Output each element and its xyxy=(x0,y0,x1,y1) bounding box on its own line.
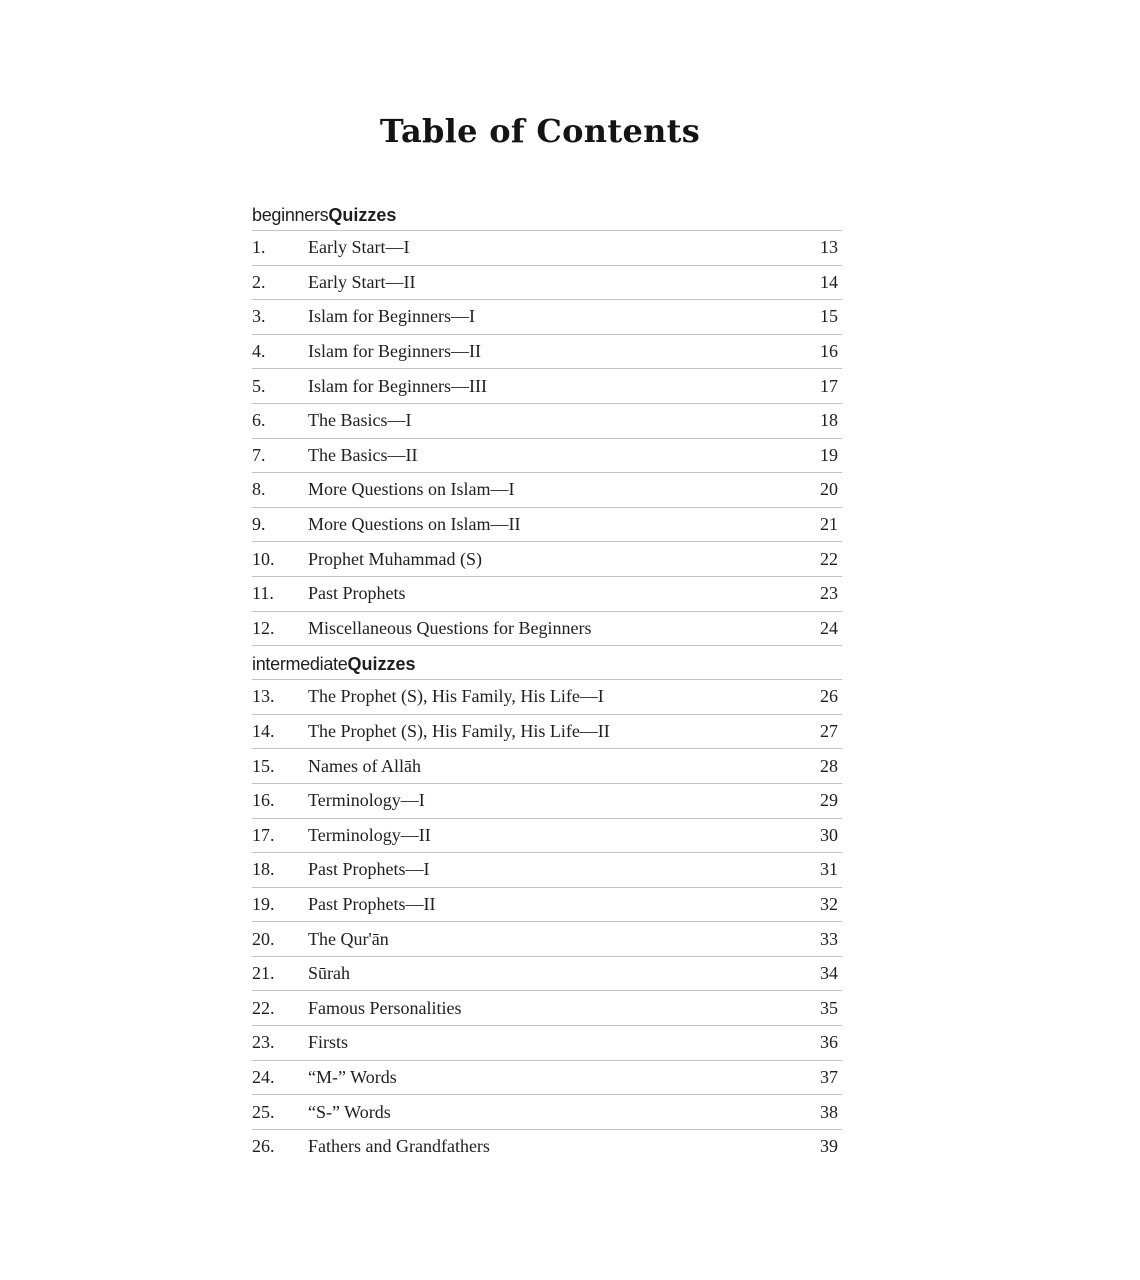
toc-entry-title: More Questions on Islam—I xyxy=(308,479,515,500)
toc-entry-number: 8. xyxy=(252,479,266,500)
toc-entry[interactable] xyxy=(252,508,842,543)
toc-entry-title: Islam for Beginners—III xyxy=(308,375,487,396)
toc-entry-title: Fathers and Grandfathers xyxy=(308,1136,490,1157)
toc-entry-title: The Basics—I xyxy=(308,410,412,431)
toc-entry-page: 20 xyxy=(820,479,838,500)
toc-entry-title: Famous Personalities xyxy=(308,997,462,1018)
toc-entry-number: 18. xyxy=(252,859,275,880)
toc-entry-page: 28 xyxy=(820,755,838,776)
toc-entry-title: The Prophet (S), His Family, His Life—II xyxy=(308,721,610,742)
toc-entry-number: 26. xyxy=(252,1136,275,1157)
toc-entry[interactable] xyxy=(252,715,842,750)
toc-entry[interactable] xyxy=(252,266,842,301)
toc-entry-number: 5. xyxy=(252,375,266,396)
toc-entry-page: 21 xyxy=(820,514,838,535)
toc-entry-page: 16 xyxy=(820,341,838,362)
toc-entry-page: 26 xyxy=(820,686,838,707)
toc-entry-page: 37 xyxy=(820,1066,838,1087)
toc-entry-number: 2. xyxy=(252,271,266,292)
toc-entry-page: 13 xyxy=(820,237,838,258)
toc-entry[interactable] xyxy=(252,542,842,577)
toc-entry-number: 7. xyxy=(252,444,266,465)
section-heading xyxy=(252,200,842,231)
toc-entry-page: 38 xyxy=(820,1101,838,1122)
toc-entry-page: 27 xyxy=(820,721,838,742)
toc-entry-title: Islam for Beginners—I xyxy=(308,306,475,327)
section-heading-label: Quizzes xyxy=(347,654,416,675)
toc-entry[interactable] xyxy=(252,957,842,992)
toc-entry-title: Early Start—I xyxy=(308,237,410,258)
toc-entry[interactable] xyxy=(252,749,842,784)
toc-entry-title: Names of Allāh xyxy=(308,755,421,776)
toc-entry-number: 25. xyxy=(252,1101,275,1122)
toc-entry-title: Sūrah xyxy=(308,963,350,984)
toc-entry[interactable] xyxy=(252,1026,842,1061)
toc-entry-title: Firsts xyxy=(308,1032,349,1053)
toc-entry[interactable] xyxy=(252,1061,842,1096)
toc-entry-title: “S-” Words xyxy=(308,1101,391,1122)
toc-entry-number: 15. xyxy=(252,755,275,776)
toc-entry-page: 17 xyxy=(820,375,838,396)
toc-entry[interactable] xyxy=(252,922,842,957)
toc-entry-title: More Questions on Islam—II xyxy=(308,514,521,535)
toc-entry-page: 34 xyxy=(820,963,838,984)
toc-entry[interactable] xyxy=(252,231,842,266)
section-heading-label: Quizzes xyxy=(328,205,397,225)
toc-entry-number: 1. xyxy=(252,237,266,258)
toc-entry-number: 20. xyxy=(252,928,275,949)
toc-entry-page: 30 xyxy=(820,824,838,845)
toc-entry-page: 14 xyxy=(820,271,838,292)
toc-entry-number: 14. xyxy=(252,721,275,742)
toc-entry[interactable] xyxy=(252,853,842,888)
toc-entry-number: 9. xyxy=(252,514,266,535)
toc-entry-page: 19 xyxy=(820,444,838,465)
toc-entry-number: 19. xyxy=(252,893,275,914)
toc-entry-number: 6. xyxy=(252,410,266,431)
toc-entry-page: 15 xyxy=(820,306,838,327)
toc-entry-title: Early Start—II xyxy=(308,271,416,292)
toc-entry-number: 16. xyxy=(252,790,275,811)
toc-entry-title: Islam for Beginners—II xyxy=(308,341,481,362)
toc-entry[interactable] xyxy=(252,473,842,508)
toc-entry-page: 23 xyxy=(820,583,838,604)
toc-entry-number: 21. xyxy=(252,963,275,984)
toc-entry-page: 22 xyxy=(820,548,838,569)
table-of-contents xyxy=(252,197,842,1163)
toc-entry-number: 17. xyxy=(252,824,275,845)
toc-entry-number: 4. xyxy=(252,341,266,362)
toc-entry-title: “M-” Words xyxy=(308,1066,397,1087)
toc-entry-title: The Basics—II xyxy=(308,444,418,465)
toc-entry[interactable] xyxy=(252,300,842,335)
section-heading-level: intermediate xyxy=(252,654,348,675)
toc-entry-number: 23. xyxy=(252,1032,275,1053)
toc-entry-number: 11. xyxy=(252,583,274,604)
toc-entry-page: 36 xyxy=(820,1032,838,1053)
toc-entry[interactable] xyxy=(252,369,842,404)
toc-entry-title: The Qur'ān xyxy=(308,928,389,949)
toc-entry-title: Prophet Muhammad (S) xyxy=(308,548,482,569)
toc-entry[interactable] xyxy=(252,784,842,819)
toc-entry-title: The Prophet (S), His Family, His Life—I xyxy=(308,686,604,707)
toc-entry-page: 39 xyxy=(820,1136,838,1157)
toc-entry-title: Past Prophets—II xyxy=(308,893,436,914)
toc-entry[interactable] xyxy=(252,439,842,474)
toc-entry-title: Terminology—I xyxy=(308,790,425,811)
toc-entry-title: Past Prophets xyxy=(308,583,406,604)
toc-entry-number: 12. xyxy=(252,617,275,638)
toc-entry[interactable] xyxy=(252,680,842,715)
toc-entry-number: 13. xyxy=(252,686,275,707)
toc-entry[interactable] xyxy=(252,819,842,854)
section-heading-level: beginners xyxy=(252,205,329,225)
section-heading xyxy=(252,649,842,680)
toc-entry-page: 31 xyxy=(820,859,838,880)
toc-entry-page: 29 xyxy=(820,790,838,811)
toc-entry-title: Past Prophets—I xyxy=(308,859,430,880)
toc-entry-page: 35 xyxy=(820,997,838,1018)
toc-entry[interactable] xyxy=(252,577,842,612)
toc-entry-number: 3. xyxy=(252,306,266,327)
toc-entry[interactable] xyxy=(252,1095,842,1130)
toc-entry-title: Miscellaneous Questions for Beginners xyxy=(308,617,592,638)
toc-entry-page: 18 xyxy=(820,410,838,431)
toc-entry[interactable] xyxy=(252,612,842,647)
toc-entry[interactable] xyxy=(252,1130,842,1164)
page-title: Table of Contents xyxy=(379,112,701,150)
toc-entry[interactable] xyxy=(252,991,842,1026)
toc-entry-page: 32 xyxy=(820,893,838,914)
toc-entry-number: 24. xyxy=(252,1066,275,1087)
toc-entry[interactable] xyxy=(252,404,842,439)
toc-entry[interactable] xyxy=(252,335,842,370)
toc-entry-number: 10. xyxy=(252,548,275,569)
toc-entry-page: 33 xyxy=(820,928,838,949)
toc-entry-page: 24 xyxy=(820,617,838,638)
toc-entry-number: 22. xyxy=(252,997,275,1018)
toc-entry[interactable] xyxy=(252,888,842,923)
toc-entry-title: Terminology—II xyxy=(308,824,431,845)
